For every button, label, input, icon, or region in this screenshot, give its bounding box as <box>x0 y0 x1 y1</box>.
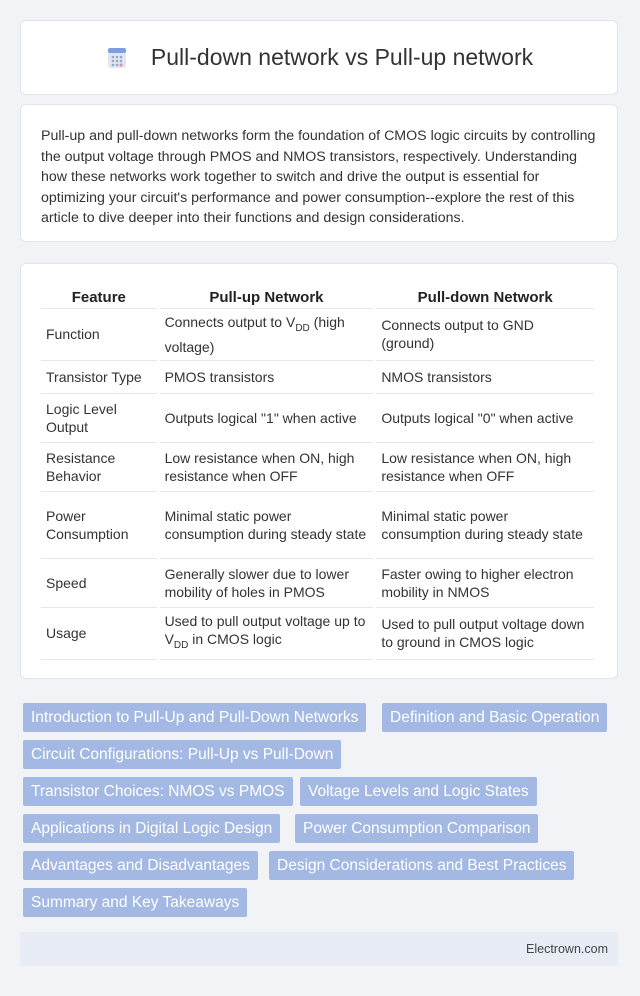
cell-feature: Resistance Behavior <box>41 443 157 492</box>
cell-feature: Speed <box>41 559 157 608</box>
page-title: Pull-down network vs Pull-up network <box>150 44 534 70</box>
cell-pulldown: Low resistance when ON, high resistance when OFF <box>376 443 594 492</box>
table-row <box>41 361 594 394</box>
table-row <box>41 394 594 443</box>
cell-pullup: Used to pull output voltage up to $V_{DD}$ in CMOS logic <box>160 608 374 660</box>
comparison-table <box>38 284 597 660</box>
cell-pulldown: NMOS transistors <box>376 361 594 394</box>
table-row <box>41 559 594 608</box>
header-feature: Feature <box>41 284 157 309</box>
document-grid-icon <box>105 46 129 70</box>
cell-pullup: Generally slower due to lower mobility of holes in PMOS <box>160 559 374 608</box>
intro-card <box>20 104 618 242</box>
cell-pulldown: Faster owing to higher electron mobility in NMOS <box>376 559 594 608</box>
topic-tag-design-considerations[interactable]: Design Considerations and Best Practices <box>269 851 574 880</box>
intro-paragraph: Pull-up and pull-down networks form the foundation of CMOS logic circuits by controlling the output voltage through PMOS and NMOS transistors, respectively. Understanding how these networks work together to switch and drive the output is essential for optimizing your circuit's performance and power consumption--explore the rest of this article to dive deeper into their functions and design considerations. <box>41 128 596 227</box>
cell-pullup: Minimal static power consumption during steady state <box>160 492 374 559</box>
footer <box>20 932 618 966</box>
cell-feature: Function <box>41 309 157 361</box>
cell-pulldown: Connects output to GND (ground) <box>376 309 594 361</box>
comparison-table-card <box>20 263 618 679</box>
cell-feature: Usage <box>41 608 157 660</box>
cell-feature: Logic Level Output <box>41 394 157 443</box>
topic-tag-advantages[interactable]: Advantages and Disadvantages <box>23 851 258 880</box>
topic-tag-summary[interactable]: Summary and Key Takeaways <box>23 888 247 917</box>
table-row <box>41 443 594 492</box>
cell-pullup: Outputs logical "1" when active <box>160 394 374 443</box>
topic-tag-applications[interactable]: Applications in Digital Logic Design <box>23 814 280 843</box>
cell-pullup: Low resistance when ON, high resistance when OFF <box>160 443 374 492</box>
cell-pulldown: Minimal static power consumption during steady state <box>376 492 594 559</box>
table-row <box>41 309 594 361</box>
topic-tag-power-consumption[interactable]: Power Consumption Comparison <box>295 814 538 843</box>
cell-feature: Power Consumption <box>41 492 157 559</box>
cell-pulldown: Outputs logical "0" when active <box>376 394 594 443</box>
table-row <box>41 608 594 660</box>
table-header-row <box>41 284 594 309</box>
table-row <box>41 492 594 559</box>
header-pullup: Pull-up Network <box>160 284 374 309</box>
topic-tag-voltage-levels[interactable]: Voltage Levels and Logic States <box>300 777 537 806</box>
cell-pullup: Connects output to $V_{DD}$ (high voltage) <box>160 309 374 361</box>
cell-pullup: PMOS transistors <box>160 361 374 394</box>
header-pulldown: Pull-down Network <box>376 284 594 309</box>
cell-feature: Transistor Type <box>41 361 157 394</box>
topic-tag-introduction[interactable]: Introduction to Pull-Up and Pull-Down Networks <box>23 703 366 732</box>
footer-brand: Electrown.com <box>526 942 608 956</box>
topic-tag-transistor-choices[interactable]: Transistor Choices: NMOS vs PMOS <box>23 777 293 806</box>
title-card <box>20 20 618 95</box>
topic-tag-circuit-configurations[interactable]: Circuit Configurations: Pull-Up vs Pull-Down <box>23 740 341 769</box>
topic-tag-definition[interactable]: Definition and Basic Operation <box>382 703 607 732</box>
cell-pulldown: Used to pull output voltage down to ground in CMOS logic <box>376 608 594 660</box>
